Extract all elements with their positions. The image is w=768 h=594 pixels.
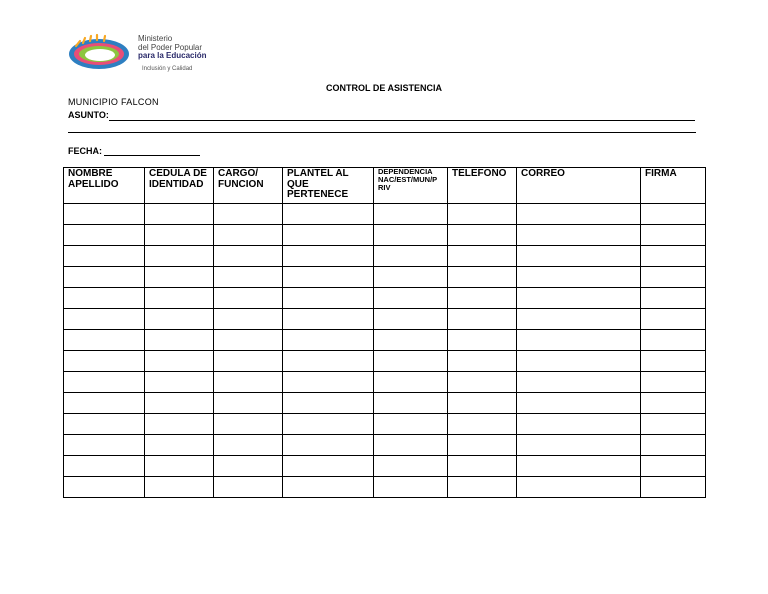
table-cell[interactable] [641, 372, 706, 393]
table-cell[interactable] [64, 477, 145, 498]
table-cell[interactable] [517, 309, 641, 330]
table-cell[interactable] [641, 351, 706, 372]
table-cell[interactable] [214, 246, 283, 267]
table-cell[interactable] [64, 246, 145, 267]
table-cell[interactable] [374, 435, 448, 456]
header-plantel: PLANTEL AL QUE PERTENECE [283, 168, 374, 204]
table-cell[interactable] [145, 204, 214, 225]
table-cell[interactable] [283, 267, 374, 288]
table-cell[interactable] [448, 288, 517, 309]
table-cell[interactable] [641, 330, 706, 351]
header-cargo: CARGO/ FUNCION [214, 168, 283, 204]
table-row [64, 288, 706, 309]
table-cell[interactable] [145, 372, 214, 393]
table-cell[interactable] [374, 267, 448, 288]
table-cell[interactable] [517, 414, 641, 435]
table-cell[interactable] [145, 435, 214, 456]
table-cell[interactable] [448, 477, 517, 498]
table-cell[interactable] [641, 435, 706, 456]
table-cell[interactable] [374, 351, 448, 372]
table-cell[interactable] [283, 372, 374, 393]
table-cell[interactable] [214, 393, 283, 414]
table-cell[interactable] [283, 309, 374, 330]
table-cell[interactable] [283, 456, 374, 477]
table-cell[interactable] [448, 414, 517, 435]
table-row [64, 393, 706, 414]
table-row [64, 330, 706, 351]
table-cell[interactable] [448, 225, 517, 246]
header-firma: FIRMA [641, 168, 706, 204]
table-cell[interactable] [145, 288, 214, 309]
table-cell[interactable] [64, 267, 145, 288]
table-cell[interactable] [517, 288, 641, 309]
table-cell[interactable] [517, 456, 641, 477]
header-telefono: TELEFONO [448, 168, 517, 204]
table-body [64, 204, 706, 498]
table-row [64, 435, 706, 456]
fecha-label: FECHA: [68, 146, 102, 156]
table-row [64, 267, 706, 288]
table-cell[interactable] [145, 330, 214, 351]
table-cell[interactable] [517, 351, 641, 372]
table-row [64, 246, 706, 267]
table-cell[interactable] [448, 246, 517, 267]
table-cell[interactable] [448, 267, 517, 288]
table-cell[interactable] [283, 246, 374, 267]
table-cell[interactable] [214, 477, 283, 498]
table-cell[interactable] [64, 456, 145, 477]
table-cell[interactable] [374, 204, 448, 225]
table-cell[interactable] [374, 225, 448, 246]
table-cell[interactable] [64, 351, 145, 372]
table-cell[interactable] [517, 372, 641, 393]
table-cell[interactable] [374, 372, 448, 393]
table-cell[interactable] [283, 414, 374, 435]
table-cell[interactable] [283, 393, 374, 414]
table-cell[interactable] [448, 204, 517, 225]
table-cell[interactable] [64, 330, 145, 351]
table-cell[interactable] [517, 477, 641, 498]
table-cell[interactable] [517, 225, 641, 246]
table-row [64, 351, 706, 372]
table-cell[interactable] [448, 309, 517, 330]
table-cell[interactable] [374, 393, 448, 414]
page-title: CONTROL DE ASISTENCIA [325, 83, 442, 93]
table-cell[interactable] [145, 456, 214, 477]
table-cell[interactable] [641, 267, 706, 288]
table-cell[interactable] [448, 351, 517, 372]
table-cell[interactable] [283, 351, 374, 372]
table-cell[interactable] [641, 309, 706, 330]
table-cell[interactable] [145, 393, 214, 414]
header-correo: CORREO [517, 168, 641, 204]
fecha-field-line[interactable] [104, 155, 200, 156]
table-cell[interactable] [374, 288, 448, 309]
table-cell[interactable] [641, 204, 706, 225]
logo-wordmark [138, 35, 206, 61]
asunto-field-line[interactable] [109, 120, 695, 121]
asunto-label: ASUNTO: [68, 110, 109, 120]
table-header-row [64, 168, 706, 204]
table-cell[interactable] [214, 372, 283, 393]
table-cell[interactable] [214, 267, 283, 288]
table-cell[interactable] [214, 288, 283, 309]
table-row [64, 372, 706, 393]
table-cell[interactable] [64, 393, 145, 414]
table-cell[interactable] [64, 435, 145, 456]
table-cell[interactable] [448, 456, 517, 477]
table-cell[interactable] [145, 414, 214, 435]
table-cell[interactable] [214, 435, 283, 456]
table-cell[interactable] [517, 393, 641, 414]
header-nombre-apellido: NOMBRE APELLIDO [64, 168, 145, 204]
logo-line-3: para la Educación [138, 51, 207, 60]
table-cell[interactable] [64, 414, 145, 435]
table-cell[interactable] [64, 204, 145, 225]
table-cell[interactable] [641, 246, 706, 267]
table-cell[interactable] [64, 225, 145, 246]
table-row [64, 477, 706, 498]
table-cell[interactable] [517, 246, 641, 267]
table-cell[interactable] [145, 225, 214, 246]
table-cell[interactable] [214, 351, 283, 372]
table-cell[interactable] [374, 309, 448, 330]
table-cell[interactable] [145, 309, 214, 330]
table-cell[interactable] [64, 288, 145, 309]
table-row [64, 456, 706, 477]
table-cell[interactable] [283, 330, 374, 351]
table-cell[interactable] [641, 288, 706, 309]
table-cell[interactable] [641, 393, 706, 414]
table-cell[interactable] [145, 351, 214, 372]
table-row [64, 309, 706, 330]
table-cell[interactable] [145, 477, 214, 498]
asunto-field-line-2[interactable] [68, 132, 696, 133]
table-cell[interactable] [641, 456, 706, 477]
table-row [64, 414, 706, 435]
table-cell[interactable] [641, 477, 706, 498]
table-cell[interactable] [145, 246, 214, 267]
table-cell[interactable] [214, 456, 283, 477]
table-cell[interactable] [374, 477, 448, 498]
attendance-table [63, 167, 706, 498]
logo-line-1: Ministerio [138, 34, 173, 43]
table-cell[interactable] [374, 246, 448, 267]
table-row [64, 225, 706, 246]
municipio-label: MUNICIPIO FALCON [68, 97, 159, 107]
table-cell[interactable] [283, 204, 374, 225]
table-cell[interactable] [374, 330, 448, 351]
table-cell[interactable] [64, 309, 145, 330]
table-cell[interactable] [448, 372, 517, 393]
table-cell[interactable] [517, 267, 641, 288]
table-cell[interactable] [448, 435, 517, 456]
table-cell[interactable] [64, 372, 145, 393]
table-cell[interactable] [517, 435, 641, 456]
table-cell[interactable] [283, 288, 374, 309]
table-cell[interactable] [448, 393, 517, 414]
table-row [64, 204, 706, 225]
table-cell[interactable] [214, 414, 283, 435]
header-dependencia: DEPENDENCIA NAC/EST/MUN/P RIV [374, 168, 448, 204]
table-cell[interactable] [214, 225, 283, 246]
logo-tagline: Inclusión y Calidad [142, 66, 193, 72]
table-cell[interactable] [641, 225, 706, 246]
table-cell[interactable] [145, 267, 214, 288]
table-cell[interactable] [283, 225, 374, 246]
logo-line-2: del Poder Popular [138, 42, 203, 52]
table-cell[interactable] [517, 330, 641, 351]
table-cell[interactable] [214, 309, 283, 330]
table-cell[interactable] [374, 456, 448, 477]
table-cell[interactable] [283, 477, 374, 498]
table-cell[interactable] [641, 414, 706, 435]
header-cedula: CEDULA DE IDENTIDAD [145, 168, 214, 204]
table-cell[interactable] [448, 330, 517, 351]
table-cell[interactable] [214, 204, 283, 225]
table-cell[interactable] [517, 204, 641, 225]
table-cell[interactable] [283, 435, 374, 456]
table-cell[interactable] [214, 330, 283, 351]
table-cell[interactable] [374, 414, 448, 435]
